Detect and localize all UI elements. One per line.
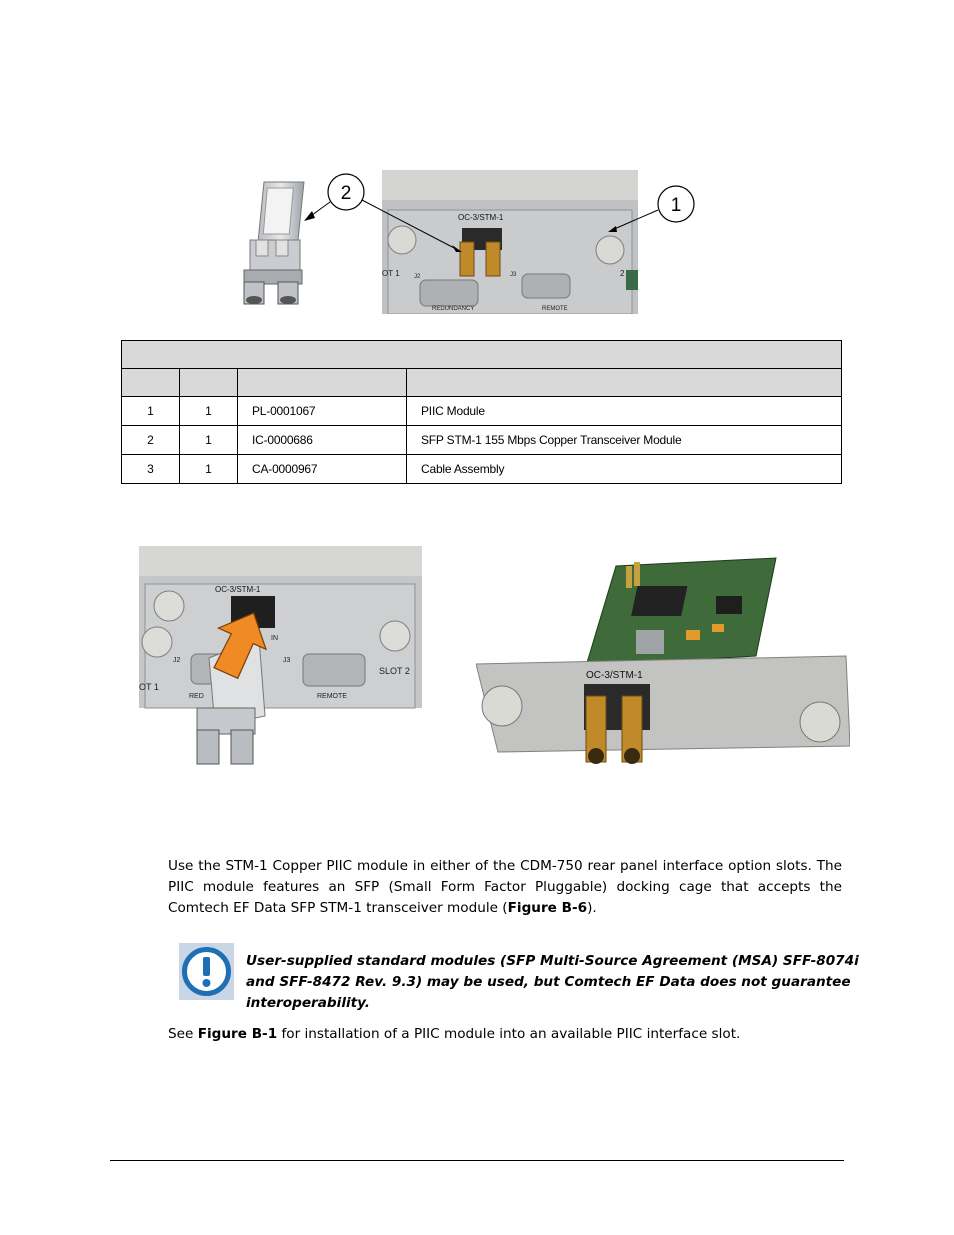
insert-in-label: IN [271,635,278,642]
kit-desc: PIIC Module [407,397,842,426]
install-text-a: See [168,1026,198,1042]
intro-text-a: Use the STM-1 Copper PIIC module in either of the CDM-750 rear panel interface option slots. The PIIC module features an SFP (Small Form Factor Pluggable) docking cage that accepts the Comtech EF Data SFP STM-1 transceiver module ( [168,858,842,916]
panel-redundancy-label: REDUNDANCY [432,306,475,312]
piic-port-label: OC-3/STM-1 [586,670,643,681]
callout-2-text: 2 [340,183,352,204]
sfp-insertion-photo [139,546,422,768]
kit-item: 2 [122,426,180,455]
kit-table [121,340,842,484]
kit-qty: 1 [180,397,238,426]
insert-port-label: OC-3/STM-1 [215,585,261,594]
insert-slot1-label: OT 1 [139,682,159,692]
kit-table-title-row [122,341,842,369]
insert-remote-label: REMOTE [317,693,347,700]
kit-part: CA-0000967 [238,455,407,484]
kit-desc: Cable Assembly [407,455,842,484]
kit-item: 3 [122,455,180,484]
callout-1-text: 1 [670,195,682,216]
kit-qty: 1 [180,455,238,484]
insert-red-label: RED [189,693,204,700]
kit-table-header-row [122,369,842,397]
intro-paragraph [168,856,842,919]
table-row [122,426,842,455]
panel-port-label: OC-3/STM-1 [458,213,504,222]
kit-part: PL-0001067 [238,397,407,426]
table-row [122,455,842,484]
panel-slot1-label: OT 1 [382,269,400,278]
kit-part: IC-0000686 [238,426,407,455]
kit-table-title [122,341,842,369]
panel-j2-label: J2 [414,274,421,280]
install-paragraph [168,1024,842,1045]
panel-slot2-label: 2 [620,269,625,278]
kit-header-item [122,369,180,397]
kit-qty: 1 [180,426,238,455]
kit-desc: SFP STM-1 155 Mbps Copper Transceiver Module [407,426,842,455]
footer-rule [110,1160,844,1161]
kit-header-qty [180,369,238,397]
kit-header-part [238,369,407,397]
figure-ref-b1[interactable]: Figure B-1 [197,1026,278,1042]
table-row [122,397,842,426]
note-text: User-supplied standard modules (SFP Multi-Source Agreement (MSA) SFF-8074i and SFF-8472 Rev. 9.3) may be used, but Comtech EF Data does not guarantee interoperability. [246,953,859,1011]
figure-ref-b6[interactable]: Figure B-6 [507,900,588,916]
panel-j3-label: J3 [510,272,517,278]
panel-remote-label: REMOTE [542,306,568,312]
insert-j2-label: J2 [173,657,181,664]
kit-item: 1 [122,397,180,426]
install-text-b: for installation of a PIIC module into an available PIIC interface slot. [277,1026,741,1042]
piic-module-photo [476,546,850,772]
insert-j3-label: J3 [283,657,291,664]
kit-header-desc [407,369,842,397]
intro-text-b: ). [587,900,597,916]
insert-slot2-label: SLOT 2 [379,666,410,676]
figure1-callouts [0,0,954,330]
note-icon [179,943,234,1000]
